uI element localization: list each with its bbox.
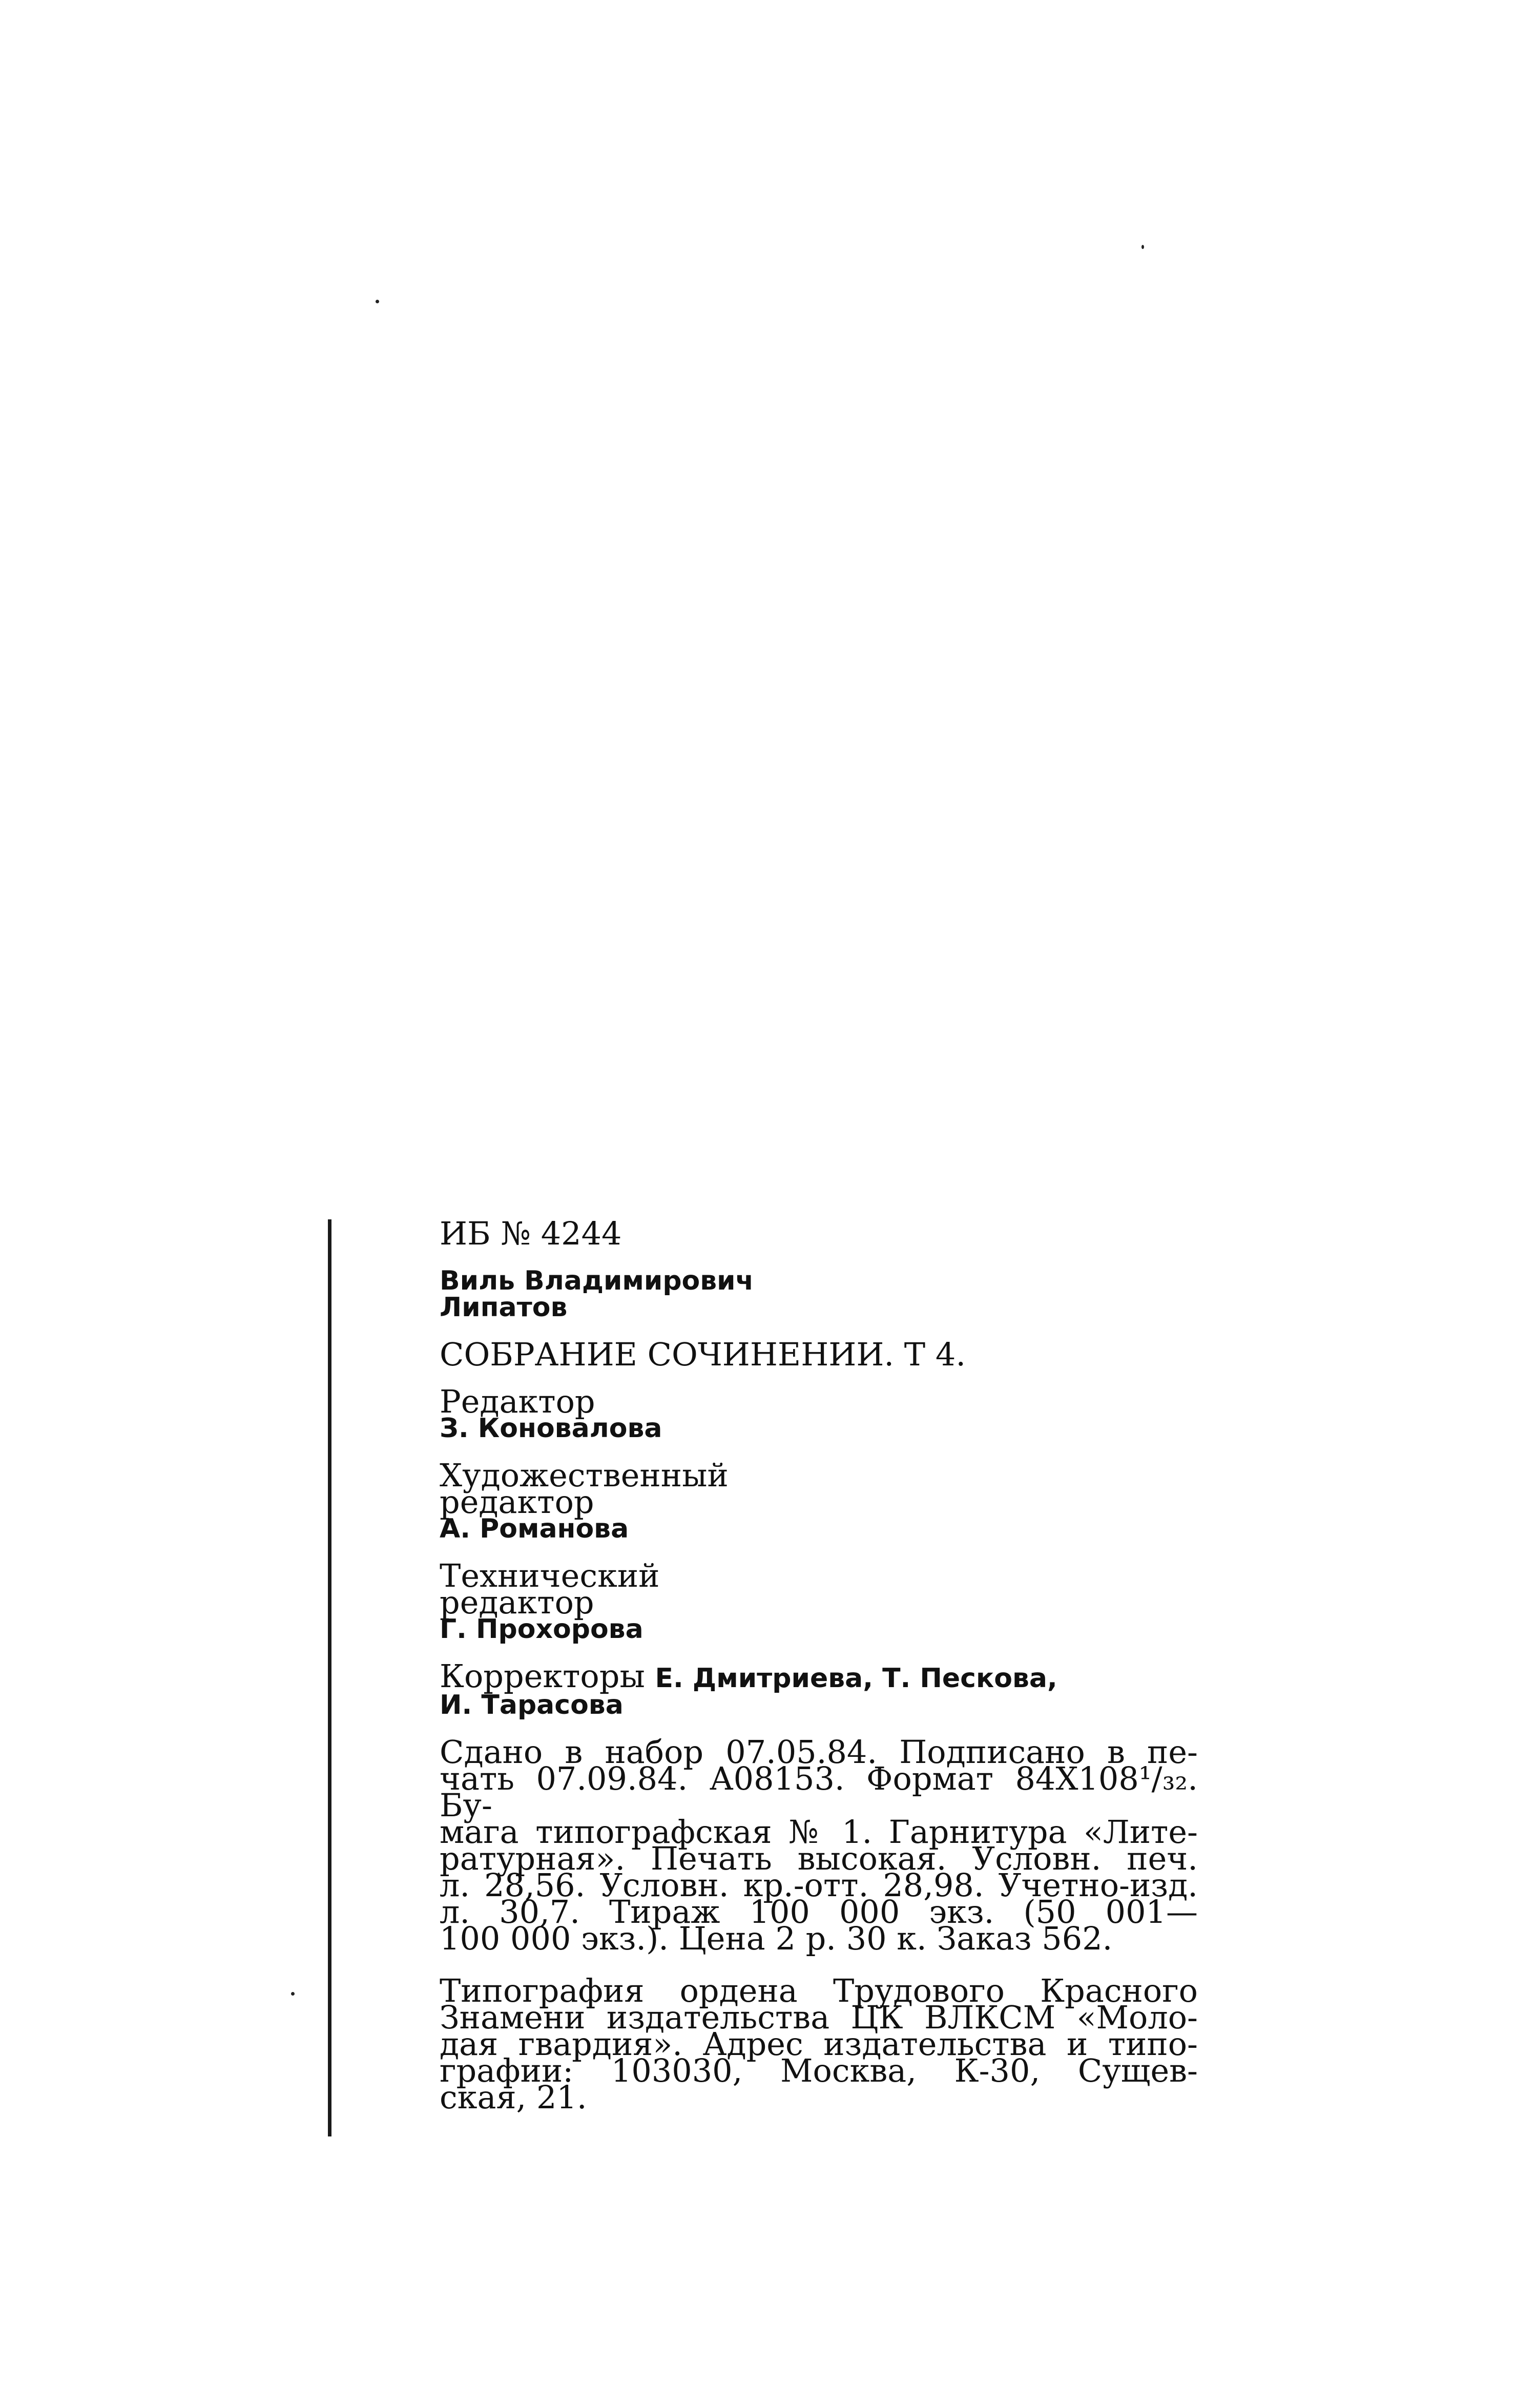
production-line: Сдано в набор 07.05.84. Подписано в пе-: [440, 1733, 1198, 1771]
production-details: [440, 1733, 1198, 1957]
proofreaders-names-line1: Е. Дмитриева, Т. Пескова,: [655, 1663, 1057, 1694]
print-speck: [376, 300, 379, 303]
production-line: 100 000 экз.). Цена 2 р. 30 к. Заказ 562.: [440, 1920, 1113, 1957]
printer-line: Знамени издательства ЦК ВЛКСМ «Моло-: [440, 1999, 1198, 2036]
proofreaders-role: Корректоры: [440, 1657, 645, 1695]
print-speck: [1141, 245, 1144, 249]
production-line: л. 30,7. Тираж 100 000 экз. (50 001—: [440, 1893, 1198, 1930]
art-editor-name: А. Романова: [440, 1513, 629, 1544]
book-title: СОБРАНИЕ СОЧИНЕНИИ. Т 4.: [440, 1336, 966, 1373]
art-editor-role-line1: Художественный: [440, 1457, 729, 1494]
tech-editor-role-line1: Технический: [440, 1557, 660, 1594]
editor-role: Редактор: [440, 1383, 595, 1420]
vertical-rule: [328, 1219, 331, 2136]
production-line: чать 07.09.84. А08153. Формат 84Х108¹/₃₂. Бу-: [440, 1760, 1198, 1824]
print-speck: [291, 1992, 295, 1996]
production-line: мага типографская № 1. Гарнитура «Лите-: [440, 1813, 1198, 1851]
printer-line: ская, 21.: [440, 2079, 587, 2116]
proofreaders-line1: [440, 1657, 1198, 1695]
printer-line: дая гвардия». Адрес издательства и типо-: [440, 2025, 1198, 2063]
production-line: л. 28,56. Условн. кр.-отт. 28,98. Учетно-изд.: [440, 1866, 1198, 1904]
author-name-line1: Виль Владимирович: [440, 1265, 754, 1296]
proofreaders-names-line2: И. Тарасова: [440, 1690, 624, 1720]
art-editor-role-line2: редактор: [440, 1483, 594, 1521]
editor-name: З. Коновалова: [440, 1413, 662, 1444]
printer-line: Типография ордена Трудового Красного: [440, 1972, 1198, 2009]
ib-number: ИБ № 4244: [440, 1215, 622, 1252]
imprint-block: [440, 1215, 1198, 2116]
tech-editor-name: Г. Прохорова: [440, 1614, 643, 1645]
tech-editor-role-line2: редактор: [440, 1584, 594, 1621]
author-name-line2: Липатов: [440, 1292, 568, 1323]
printer-line: графии: 103030, Москва, К-30, Сущев-: [440, 2052, 1198, 2089]
production-line: ратурная». Печать высокая. Условн. печ.: [440, 1840, 1198, 1877]
printer-details: [440, 1972, 1198, 2116]
